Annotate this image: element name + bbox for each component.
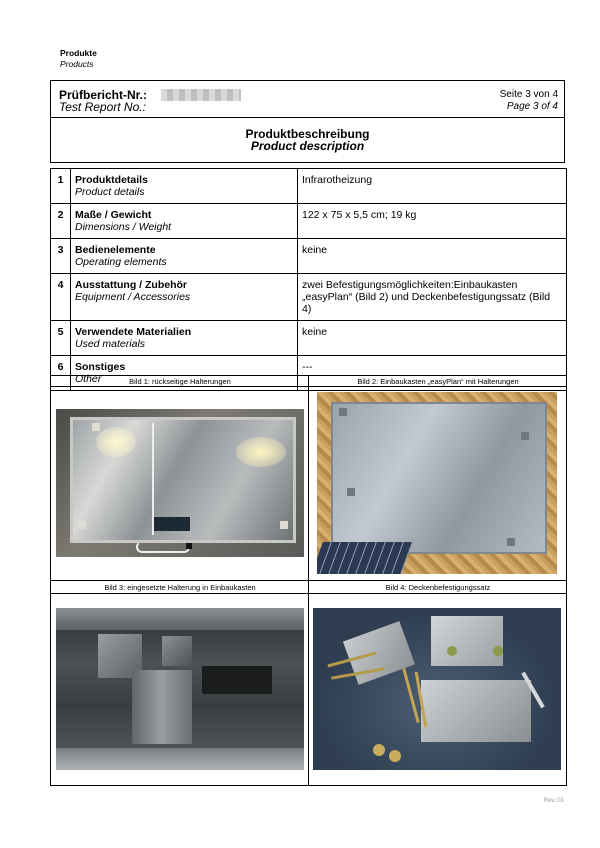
description-row: [51, 239, 567, 274]
description-row: [51, 169, 567, 204]
revision-label: Rev.:01: [543, 798, 564, 804]
image-grid-left: [50, 375, 51, 785]
mount-bracket: [280, 521, 288, 529]
row-label-de: Verwendete Materialien: [75, 326, 192, 338]
image-grid-center: [308, 375, 309, 785]
row-label-de: Produktdetails: [75, 174, 148, 186]
photo-inserted-mount: [56, 608, 304, 770]
mount-bracket: [507, 538, 515, 546]
caption-image-2: Bild 2: Einbaukasten „easyPlan“ mit Halterungen: [357, 377, 519, 386]
row-label: [71, 321, 298, 356]
row-label-de: Maße / Gewicht: [75, 209, 152, 221]
section-label-de: Produkte: [60, 48, 97, 58]
header-divider: [51, 117, 564, 118]
mount-bracket: [78, 521, 86, 529]
mount-bracket: [521, 432, 529, 440]
caption-image-3: Bild 3: eingesetzte Halterung in Einbaukasten: [104, 583, 256, 592]
shadow: [202, 666, 272, 694]
row-label-en: Equipment / Accessories: [75, 291, 191, 303]
page-number-en: Page 3 of 4: [506, 101, 558, 112]
redacted-report-number: [161, 89, 241, 101]
photo-rear-mounts: [56, 409, 304, 557]
solar-panel: [317, 542, 413, 574]
light-reflection: [236, 437, 286, 467]
row-label-en: Dimensions / Weight: [75, 221, 172, 233]
report-number-label-de: Prüfbericht-Nr.:: [59, 88, 148, 102]
row-number: 5: [51, 321, 71, 356]
label-plate: [154, 517, 190, 531]
description-row: [51, 204, 567, 239]
nut: [447, 646, 457, 656]
doc-title-en: Product description: [250, 139, 365, 153]
caption-image-4: Bild 4: Deckenbefestigungssatz: [385, 583, 491, 592]
row-number: 6: [51, 356, 71, 391]
image-grid-right: [566, 375, 567, 785]
caption-image-1: Bild 1: rückseitige Halterungen: [129, 377, 231, 386]
row-value: ---: [298, 356, 567, 391]
washer: [373, 744, 385, 756]
light-reflection: [96, 427, 136, 457]
row-label-de: Sonstiges: [75, 361, 126, 373]
bracket-piece: [431, 616, 503, 666]
plug: [186, 543, 192, 549]
row-number: 1: [51, 169, 71, 204]
mount-bracket: [92, 423, 100, 431]
image-grid-bottom: [50, 785, 567, 786]
row-value: 122 x 75 x 5,5 cm; 19 kg: [298, 204, 567, 239]
photo-mounting-box: [317, 392, 557, 574]
row-value: keine: [298, 321, 567, 356]
description-row: [51, 274, 567, 321]
mount-plate: [132, 670, 192, 744]
mount-bracket: [339, 408, 347, 416]
row-number: 4: [51, 274, 71, 321]
report-number-label-en: Test Report No.:: [59, 100, 146, 114]
row-label: [71, 239, 298, 274]
row-label-en: Operating elements: [75, 256, 167, 268]
power-cable: [152, 423, 154, 535]
row-label: [71, 204, 298, 239]
row-number: 2: [51, 204, 71, 239]
page-number-de: Seite 3 von 4: [499, 89, 558, 100]
row-label-de: Bedienelemente: [75, 244, 156, 256]
section-label-en: Products: [60, 59, 94, 69]
bracket-piece: [421, 680, 531, 742]
row-label-en: Used materials: [75, 338, 146, 350]
row-label-en: Product details: [75, 186, 145, 198]
row-number: 3: [51, 239, 71, 274]
description-table: [50, 168, 567, 391]
report-header-box: [50, 80, 565, 163]
mount-bracket: [347, 488, 355, 496]
row-label: [71, 169, 298, 204]
row-value: zwei Befestigungsmöglichkeiten:Einbaukasten „easyPlan“ (Bild 2) und Deckenbefestigungssatz (Bild 4): [298, 274, 567, 321]
photo-ceiling-kit: [313, 608, 561, 770]
row-value: Infrarotheizung: [298, 169, 567, 204]
box-edge: [56, 608, 304, 630]
box-bottom: [56, 748, 304, 770]
description-row: [51, 321, 567, 356]
washer: [389, 750, 401, 762]
bracket-center: [162, 636, 192, 666]
cable-loop: [136, 541, 190, 553]
metal-box: [331, 402, 547, 554]
nut: [493, 646, 503, 656]
row-label: [71, 274, 298, 321]
row-label-de: Ausstattung / Zubehör: [75, 279, 187, 291]
row-value: keine: [298, 239, 567, 274]
row-label-en: Other: [75, 373, 102, 385]
doc-title-de: Produktbeschreibung: [245, 127, 370, 141]
